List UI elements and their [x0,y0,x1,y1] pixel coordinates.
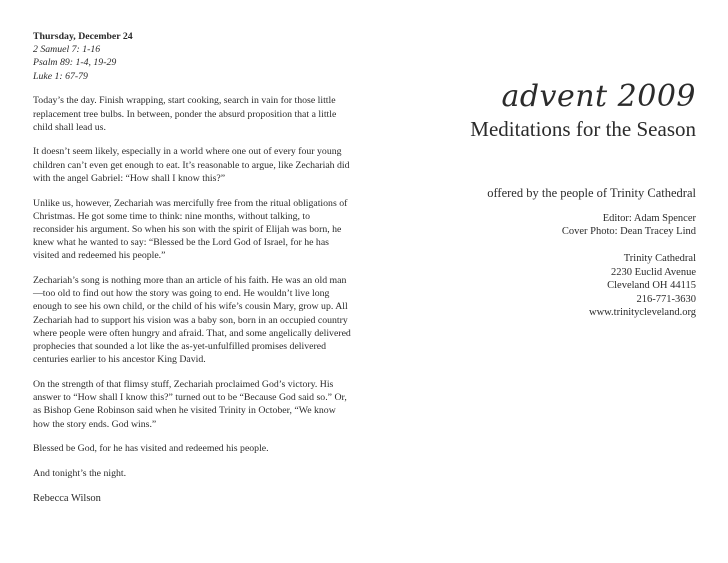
reading-reference: Psalm 89: 1-4, 19-29 [33,57,117,69]
paragraph: Today’s the day. Finish wrapping, start cooking, search in vain for those little replacement tree bulbs. In between, ponder the absurd proposition that a little child shall lead us. [33,95,337,133]
paragraph: On the strength of that flimsy stuff, Zechariah proclaimed God’s victory. His answer to “How shall I know this?” turned out to be “Because God said so.” Or, as Bishop Gene Robinson said when he visited Trinity in October, “We know how the story ends. God wins.” [33,378,347,430]
city-state-zip: Cleveland OH 44115 [607,280,696,291]
paragraph: And tonight’s the night. [33,467,127,479]
street-address: 2230 Euclid Avenue [611,266,696,278]
credits [562,212,696,238]
reading-header [33,30,353,83]
phone-number: 216-771-3630 [636,293,696,305]
offered-by-line: offered by the people of Trinity Cathedral [487,186,696,200]
organization-name: Trinity Cathedral [623,253,696,264]
contact-block [589,252,696,320]
reading-reference: Luke 1: 67-79 [33,70,88,82]
paragraph: It doesn’t seem likely, especially in a world where one out of every four young children can’t even get enough to eat. It’s reasonable to argue, like Zechariah did with the angel Gabriel: “How shall I know this?” [33,146,350,184]
paragraph: Zechariah’s song is nothing more than an article of his faith. He was an old man—too old to find out how the story was going to end. He wouldn’t live long enough to see his own child, or the child of his wife’s cousin Mary, grow up. All Zechariah had to support his vision was a baby son, born in an occupied country where people were often hungry and afraid. That, and some angelically delivered prophecies that sounded a lot like the as-yet-unfulfilled promises delivered centuries earlier to his ancestor King David. [33,275,351,366]
website-url: www.trinitycleveland.org [588,307,696,318]
cover-subtitle: Meditations for the Season [470,117,696,141]
cover-title: advent 2009 [501,79,696,114]
paragraph: Blessed be God, for he has visited and redeemed his people. [33,443,269,455]
photo-credit: Cover Photo: Dean Tracey Lind [561,226,696,237]
meditation-date: Thursday, December 24 [33,31,133,42]
reading-reference: 2 Samuel 7: 1-16 [33,44,101,56]
cover-page [420,0,696,563]
editor-credit: Editor: Adam Spencer [602,213,696,224]
paragraph: Unlike us, however, Zechariah was mercifully free from the ritual obligations of Christmas. He got some time to think: nine months, without talking, to reconsider his argument. So when his son with the spirit of Elijah was born, he knew what he wanted to say: “Blessed be the Lord God of Israel, for he has visited and redeemed his people.” [33,197,348,262]
meditation-page [33,30,353,516]
author-signature: Rebecca Wilson [33,492,101,504]
